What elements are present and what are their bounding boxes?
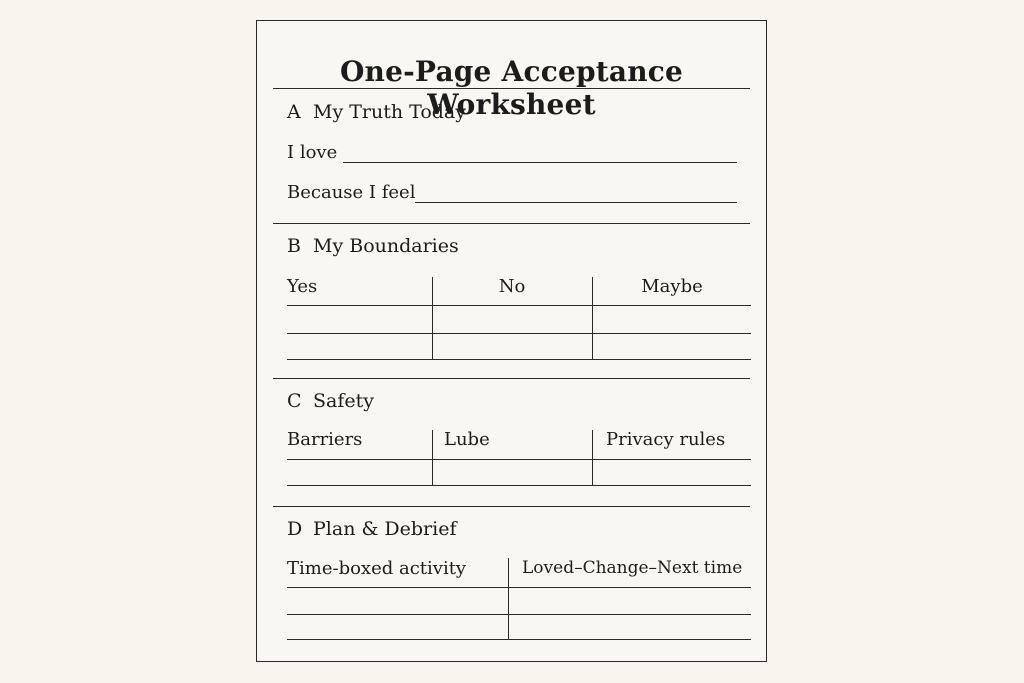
page-title: One-Page Acceptance Worksheet	[339, 55, 684, 121]
section-d-title: Plan & Debrief	[313, 518, 457, 540]
boundaries-row-line[interactable]	[287, 359, 751, 360]
i-love-label: I love	[287, 142, 338, 163]
section-b-title: My Boundaries	[313, 235, 459, 257]
title-divider	[273, 88, 750, 89]
section-b-heading	[287, 235, 459, 257]
boundaries-header-line	[287, 305, 751, 306]
boundaries-row-line[interactable]	[287, 333, 751, 334]
debrief-row-line[interactable]	[287, 639, 751, 640]
column-no: No	[498, 276, 526, 297]
section-a-heading	[287, 101, 466, 123]
column-maybe: Maybe	[641, 276, 703, 297]
section-c-heading	[287, 390, 374, 412]
section-b-divider	[273, 378, 750, 379]
section-d-heading	[287, 518, 457, 540]
i-love-field[interactable]	[343, 162, 737, 163]
boundaries-col-divider-2	[592, 277, 593, 360]
column-barriers: Barriers	[287, 429, 363, 450]
debrief-row-line[interactable]	[287, 614, 751, 615]
section-c-letter: C	[287, 390, 302, 412]
column-loved-change-next-time: Loved–Change–Next time	[522, 558, 743, 578]
safety-header-line	[287, 459, 751, 460]
because-i-feel-field[interactable]	[415, 202, 737, 203]
section-a-divider	[273, 223, 750, 224]
section-a-title: My Truth Today	[313, 101, 466, 123]
safety-col-divider-2	[592, 430, 593, 486]
because-i-feel-label: Because I feel	[287, 182, 416, 203]
column-yes: Yes	[287, 276, 318, 297]
section-c-divider	[273, 506, 750, 507]
worksheet-page	[256, 20, 767, 662]
boundaries-col-divider-1	[432, 277, 433, 360]
safety-row-line[interactable]	[287, 485, 751, 486]
section-c-title: Safety	[313, 390, 374, 412]
safety-col-divider-1	[432, 430, 433, 486]
section-a-letter: A	[287, 101, 301, 123]
column-time-boxed-activity: Time-boxed activity	[287, 558, 467, 579]
debrief-col-divider	[508, 558, 509, 640]
debrief-header-line	[287, 587, 751, 588]
section-d-letter: D	[287, 518, 303, 540]
section-b-letter: B	[287, 235, 301, 257]
column-lube: Lube	[444, 429, 490, 450]
column-privacy-rules: Privacy rules	[606, 429, 726, 450]
